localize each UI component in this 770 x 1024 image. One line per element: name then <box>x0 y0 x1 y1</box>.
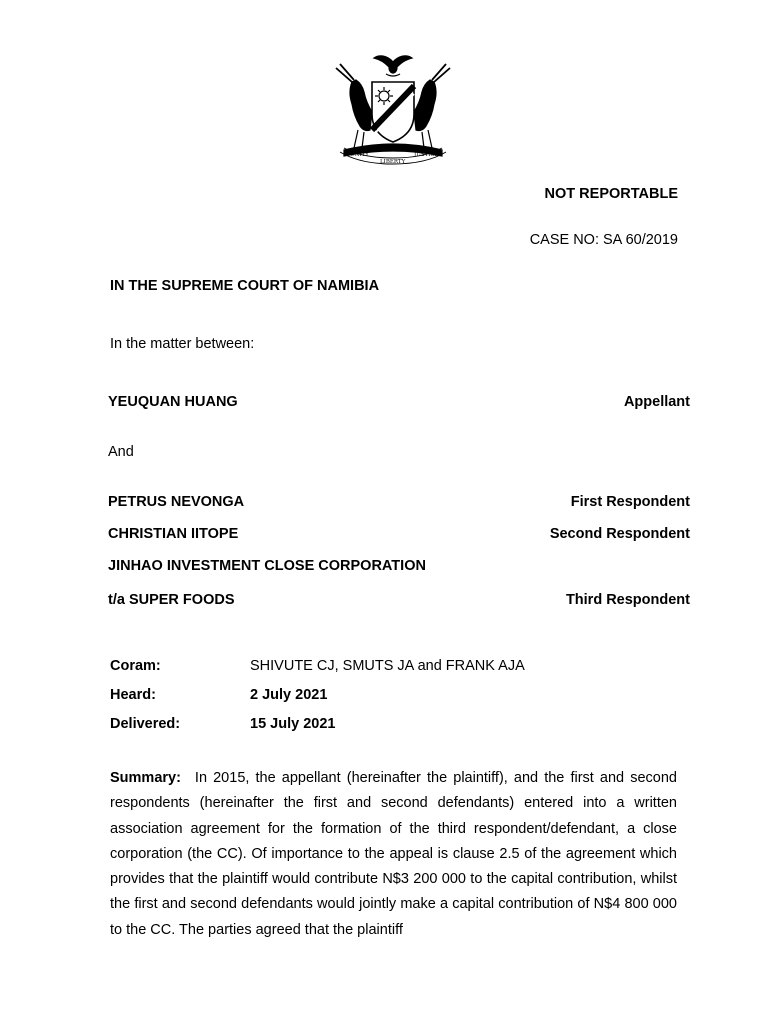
delivered-value: 15 July 2021 <box>250 716 336 732</box>
svg-text:LIBERTY: LIBERTY <box>380 159 406 165</box>
matter-between: In the matter between: <box>110 336 255 352</box>
respondent-role: First Respondent <box>570 494 690 510</box>
heard-value: 2 July 2021 <box>250 687 328 703</box>
appellant-name: YEUQUAN HUANG <box>108 394 238 410</box>
summary-text: In 2015, the appellant (hereinafter the plaintiff), and the first and second respondents (hereinafter the first and second defendants) entered into a written association agreement for the formation of the third respondent/defendant, a close corporation (the CC). Of importance to the appeal is clause 2.5 of the agreement which provides that the plaintiff would contribute N$3 200 000 to the capital contribution, whilst the first and second defendants would jointly make a capital contribution of N$4 800 000 to the CC. The parties agreed that the plaintiff <box>110 770 677 938</box>
appellant-role: Appellant <box>623 394 690 410</box>
case-number: CASE NO: SA 60/2019 <box>529 232 678 248</box>
and-separator: And <box>108 444 134 460</box>
summary-label: Summary: <box>110 770 181 786</box>
respondent-role: Third Respondent <box>565 592 690 608</box>
summary-paragraph <box>110 766 677 943</box>
respondent-name: PETRUS NEVONGA <box>108 494 245 510</box>
coram-value: SHIVUTE CJ, SMUTS JA and FRANK AJA <box>250 658 525 674</box>
court-title: IN THE SUPREME COURT OF NAMIBIA <box>110 278 380 294</box>
heard-label: Heard: <box>110 687 156 703</box>
coram-label: Coram: <box>110 658 161 674</box>
respondent-name: JINHAO INVESTMENT CLOSE CORPORATION <box>108 558 426 574</box>
respondent-name: t/a SUPER FOODS <box>108 592 235 608</box>
reportable-status: NOT REPORTABLE <box>544 186 678 202</box>
coat-of-arms-icon <box>330 52 456 170</box>
svg-text:UNITY: UNITY <box>350 152 369 158</box>
respondent-role: Second Respondent <box>549 526 690 542</box>
svg-text:JUSTICE: JUSTICE <box>414 152 439 158</box>
respondent-name: CHRISTIAN IITOPE <box>108 526 239 542</box>
delivered-label: Delivered: <box>110 716 181 732</box>
